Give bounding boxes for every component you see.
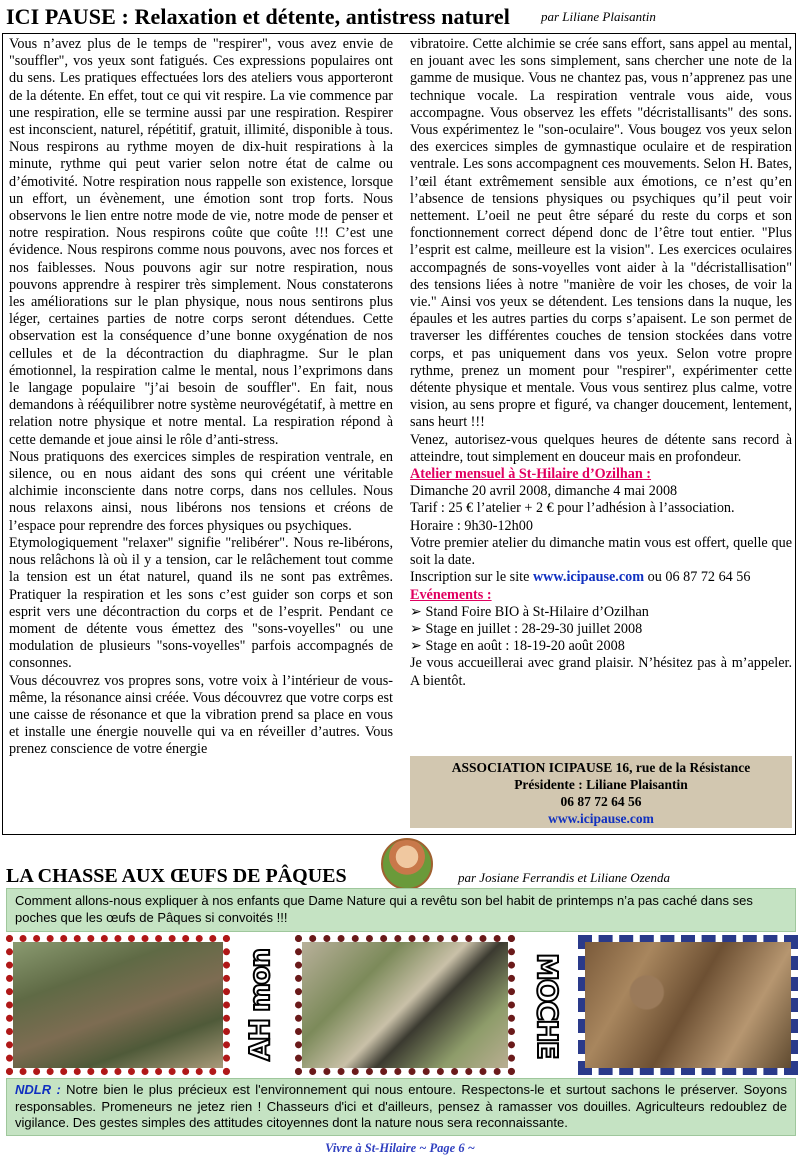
ndlr-label: NDLR : xyxy=(15,1082,61,1097)
inscription-text: Inscription sur le site xyxy=(410,569,533,586)
litter-photo-1 xyxy=(13,942,223,1068)
atelier-tarif: Tarif : 25 € l’atelier + 2 € pour l’adhésion à l’association. xyxy=(410,500,735,517)
association-president: Présidente : Liliane Plaisantin xyxy=(514,777,688,792)
event-text: Stage en août : 18-19-20 août 2008 xyxy=(425,638,625,655)
litter-photo-2 xyxy=(302,942,508,1068)
photo-frame-2 xyxy=(295,935,515,1075)
paragraph: Venez, autorisez-vous quelques heures de détente sans record à atteindre, tout simplement en douceur mais en profondeur. xyxy=(410,431,792,465)
litter-photo-3 xyxy=(585,942,791,1068)
event-item xyxy=(410,638,792,655)
atelier-heading: Atelier mensuel à St-Hilaire d’Ozilhan : xyxy=(410,466,652,483)
event-item xyxy=(410,604,792,621)
event-item xyxy=(410,621,792,638)
page-footer: Vivre à St-Hilaire ~ Page 6 ~ xyxy=(325,1141,475,1155)
paragraph: Etymologiquement "relaxer" signifie "relibérer". Nous re-libérons, nous relâchons là où il y a tension, car le relâchement tout comme la tension est un état naturel, quand ils ne sont pas extrêmes. Pratiquer la respiration et les sons c’est guider son corps et son esprit vers une décontraction du corps et de l’esprit. Pendant ce moment de détente vous émettez des "sons-voyelles" ou une modulation de plusieurs "sons-voyelles" parfois accompagnés de consonnes. xyxy=(9,534,393,672)
paragraph: Nous pratiquons des exercices simples de respiration ventrale, en silence, ou en nous aidant des sons qui créent une véritable alchimie inconsciente dans notre corps, dans nos cellules. Nous nous relaxons ainsi, nous libérons nos tensions et créons de l’espace pour reprendre des forces physiques ou psychiques. xyxy=(9,448,393,534)
atelier-dates: Dimanche 20 avril 2008, dimanche 4 mai 2008 xyxy=(410,483,678,500)
website-link[interactable]: www.icipause.com xyxy=(532,569,645,586)
inscription-phone: ou 06 87 72 64 56 xyxy=(644,569,751,586)
paragraph: Vous n’avez plus de le temps de "respirer", vous avez envie de "souffler", vos yeux sont fatigués. Ces expressions populaires ont du sens. Les pratiques effectuées lors des ateliers vous apporteront de la détente. En effet, tout ce qui vit respire. La vie commence par une respiration, elle se termine aussi par une respiration. Respirer est inconscient, naturel, répétitif, gratuit, illimité, disponible à tous. Nous respirons au rythme moyen de dix-huit respirations à la minute, rythme qui peut varier selon notre état de calme ou d’émotivité. Notre respiration nous rappelle son existence, lorsque un effort, un évènement, une émotion sont trop forts. Nous observons le lien entre notre mode de vie, notre mode de penser et notre respiration. Nous respirons coûte que coûte !!! C’est une évidence. Nous respirons comme nous pouvons, avec nos forces et nos faiblesses. Nous pouvons agir sur notre respiration, nous pouvons apprendre à respirer très simplement. Nous constaterons les améliorations sur le plan physique, nous nous sentirons plus léger, certaines parties de notre corps seront détendues. Cette observation est la conséquence d’une bonne oxygénation de nos cellules et de la décontraction du diaphragme. Sur le plan émotionnel, la respiration calme le mental, nous l’exprimons dans le langage populaire "j’ai besoin de souffler". En fait, nous demandons à rééquilibrer notre système neurovégétatif, à mettre en relation notre physique et notre mental. La respiration répond à cette demande et joue ainsi le rôle d’anti-stress. xyxy=(9,36,393,448)
bullet-arrow-icon: ➢ xyxy=(410,603,426,620)
ndlr-text: Notre bien le plus précieux est l'environnement qui nous entoure. Respectons-le et surtout sachons le préserver. Soyons responsables. Promeneurs ne jetez rien ! Chasseurs d'ici et d'ailleurs, pensez à ramasser vos douilles. Agriculteurs redoublez de vigilance. Des gestes simples des attitudes citoyennes dont la nature nous sera reconnaissante. xyxy=(15,1082,787,1130)
association-box xyxy=(410,756,792,828)
article2-intro: Comment allons-nous expliquer à nos enfants que Dame Nature qui a revêtu son bel habit de printemps n’a pas caché dans ses poches que les œufs de Pâques si convoités !!! xyxy=(6,888,796,932)
decorative-word-2: MOCHE xyxy=(531,952,564,1058)
paragraph: vibratoire. Cette alchimie se crée sans effort, sans appel au mental, en jouant avec les sons simplement, sans chercher une note de la gamme de musique. Vous ne chantez pas, vous n’apprenez pas une technique vocale. La respiration ventrale vous aide, vous accompagne. Vous observez les effets "décristallisants" des sons. Vous expérimentez le "son-oculaire". Vous bougez vos yeux selon des exercices simples de gymnastique oculaire et de respiration ventrale. Les sons accompagnent ces mouvements. Selon H. Bates, l’œil étant extrêmement sensible aux émotions, ce n’est qu’en l’absence de tensions physiques ou psychiques qu’il peut voir nettement. L’oeil ne peut être séparé du reste du corps et son fonctionnement correct dépend donc de l’être tout entier. "Plus l’esprit est calme, meilleure est la vision". Les exercices oculaires accompagnés de sons-voyelles vont aider à la "décristallisation" des tensions liées à notre "manière de voir les choses, de voir la vie." Ainsi vos yeux se détendent. Les tensions dans la nuque, les épaules et les autres parties du corps s’apaisent. Le son permet de traverser les différentes couches de tension stockées dans votre corps, et pas uniquement dans vos yeux. Selon votre propre rythme, prenez un moment pour "respirer", expérimenter cette détente physique et mentale. Vous vous sentirez plus calme, votre vision, au sens propre et figuré, va changer doucement, lentement, sans heurt !!! xyxy=(410,36,792,431)
article2-title: LA CHASSE AUX ŒUFS DE PÂQUES xyxy=(6,865,347,887)
inscription-line xyxy=(410,569,792,586)
photo-frame-3 xyxy=(578,935,798,1075)
photo-frame-1 xyxy=(6,935,230,1075)
association-phone: 06 87 72 64 56 xyxy=(560,794,642,809)
events-heading: Evénements : xyxy=(410,586,492,603)
event-text: Stage en juillet : 28-29-30 juillet 2008 xyxy=(425,620,643,637)
atelier-offer: Votre premier atelier du dimanche matin vous est offert, quelle que soit la date. xyxy=(410,534,792,569)
bullet-arrow-icon: ➢ xyxy=(410,620,426,637)
author-portrait-image xyxy=(381,838,433,890)
article-right-column xyxy=(410,36,792,690)
decorative-word-1: AH mon xyxy=(243,949,276,1061)
article2-byline: par Josiane Ferrandis et Liliane Ozenda xyxy=(458,870,670,885)
article-title: ICI PAUSE : Relaxation et détente, antistress naturel xyxy=(6,4,510,29)
event-text: Stand Foire BIO à St-Hilaire d’Ozilhan xyxy=(425,603,649,620)
association-name: ASSOCIATION ICIPAUSE 16, rue de la Résistance xyxy=(451,760,751,775)
article-byline: par Liliane Plaisantin xyxy=(541,9,656,24)
closing-text: Je vous accueillerai avec grand plaisir. N’hésitez pas à m’appeler. A bientôt. xyxy=(410,655,792,689)
paragraph: Vous découvrez vos propres sons, votre voix à l’intérieur de vous-même, la résonance ainsi créée. Vous découvrez que votre corps est une caisse de résonance et que la vibration prend sa place en vous et installe une énergie nouvelle qui va en réveiller d’autres. Vous prenez conscience de votre énergie xyxy=(9,672,393,758)
atelier-horaire: Horaire : 9h30-12h00 xyxy=(410,517,533,534)
association-website-link[interactable]: www.icipause.com xyxy=(548,811,654,826)
article-left-column xyxy=(9,36,393,759)
ndlr-box xyxy=(6,1078,796,1136)
bullet-arrow-icon: ➢ xyxy=(410,638,426,655)
